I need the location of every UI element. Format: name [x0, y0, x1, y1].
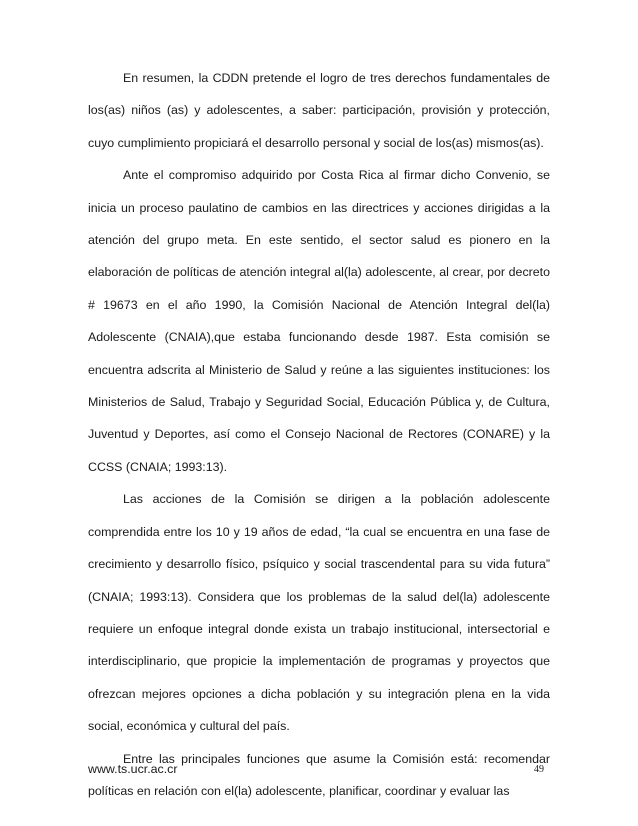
paragraph-2: Ante el compromiso adquirido por Costa Rica al firmar dicho Convenio, se inicia un proceso paulatino de cambios en las directrices y acciones dirigidas a la atención del grupo meta. En este sentido, el sector salud es pionero en la elaboración de políticas de atención integral al(la) adolescente, al crear, por decreto # 19673 en el año 1990, la Comisión Nacional de Atención Integral del(la) Adolescente (CNAIA),que estaba funcionando desde 1987. Esta comisión se encuentra adscrita al Ministerio de Salud y reúne a las siguientes instituciones: los Ministerios de Salud, Trabajo y Seguridad Social, Educación Pública y, de Cultura, Juventud y Deportes, así como el Consejo Nacional de Rectores (CONARE) y la CCSS (CNAIA; 1993:13).: [88, 168, 550, 474]
footer-url: www.ts.ucr.ac.cr: [88, 762, 178, 776]
page-number: 49: [534, 764, 544, 775]
paragraph-1: En resumen, la CDDN pretende el logro de tres derechos fundamentales de los(as) niños (as) y adolescentes, a saber: participación, provisión y protección, cuyo cumplimiento propiciará el desarrollo personal y social de los(as) mismos(as).: [88, 71, 550, 150]
body-text: [88, 62, 550, 807]
paragraph-4: Entre las principales funciones que asume la Comisión está: recomendar políticas en relación con el(la) adolescente, planificar, coordinar y evaluar las: [88, 751, 550, 798]
paragraph-3: Las acciones de la Comisión se dirigen a la población adolescente comprendida entre los 10 y 19 años de edad, “la cual se encuentra en una fase de crecimiento y desarrollo físico, psíquico y social trascendental para su vida futura” (CNAIA; 1993:13). Considera que los problemas de la salud del(la) adolescente requiere un enfoque integral donde exista un trabajo institucional, intersectorial e interdisciplinario, que propicie la implementación de programas y proyectos que ofrezcan mejores opciones a dicha población y su integración plena en la vida social, económica y cultural del país.: [88, 492, 550, 734]
